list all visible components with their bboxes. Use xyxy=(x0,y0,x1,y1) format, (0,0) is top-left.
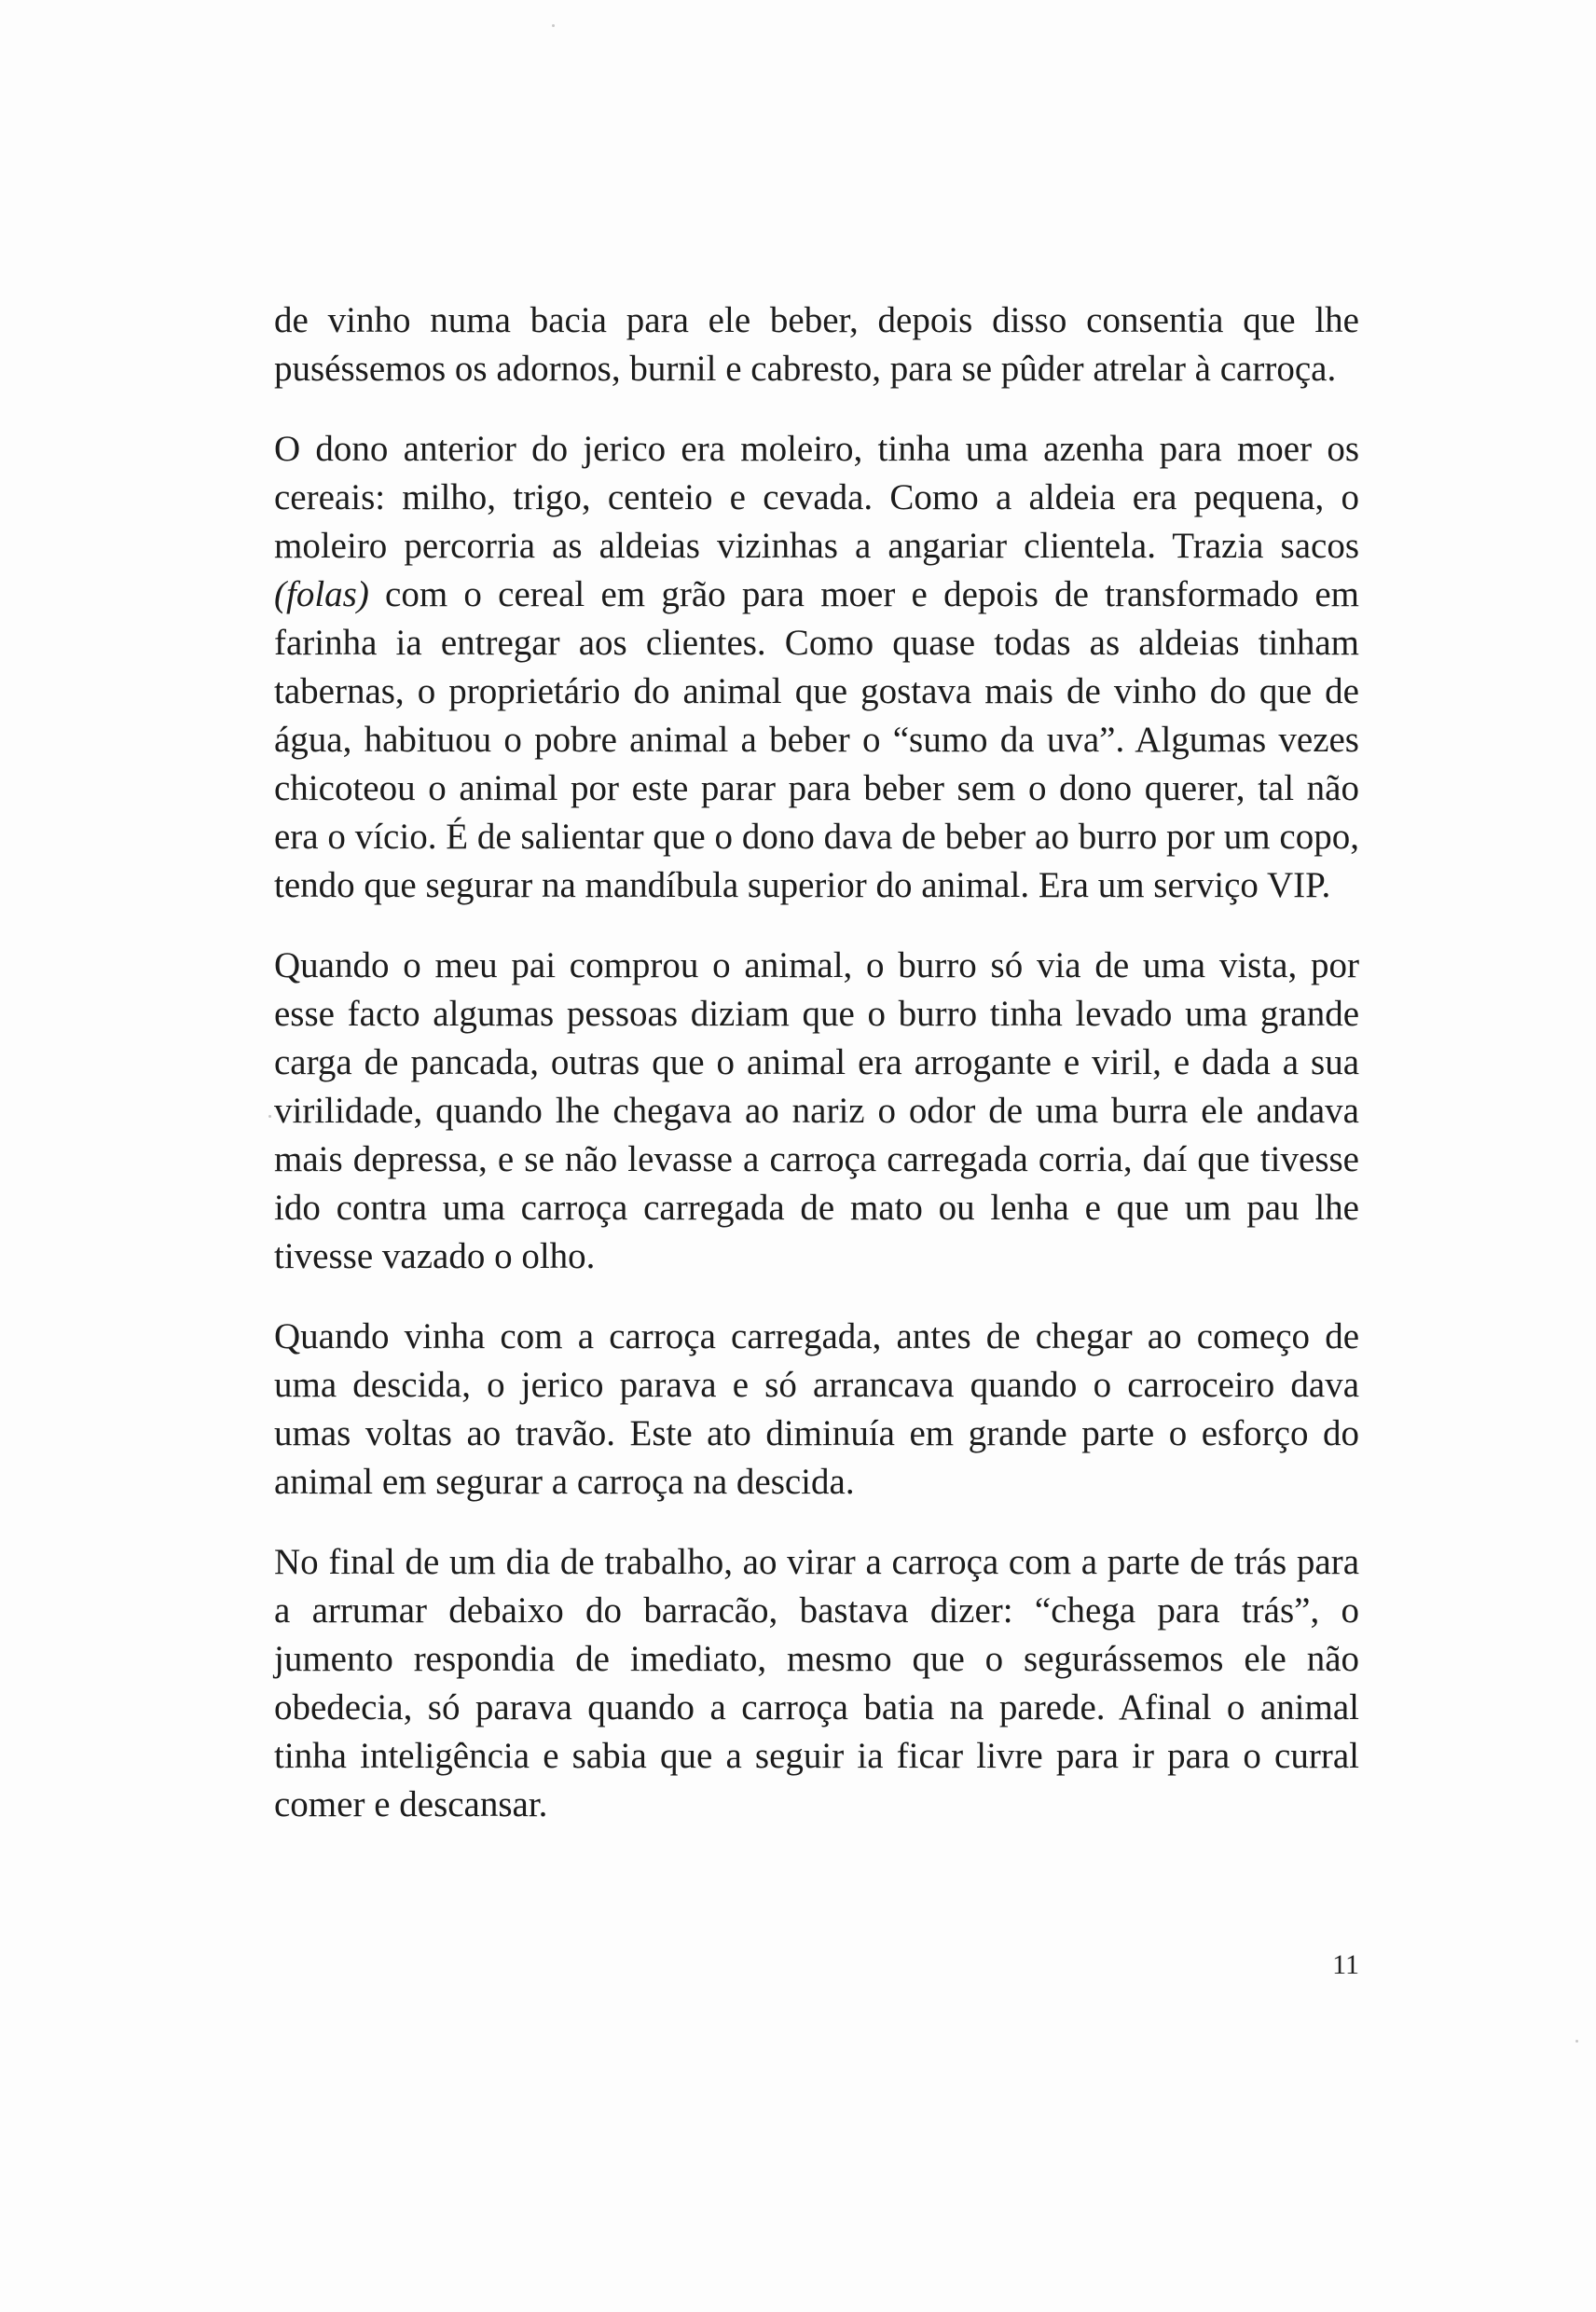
scan-speck xyxy=(1575,2040,1578,2043)
paragraph-3 xyxy=(274,942,1359,1281)
scan-speck xyxy=(268,1115,271,1118)
scan-speck xyxy=(552,24,555,27)
body-text xyxy=(274,296,1359,1861)
paragraph-3-text: Quando o meu pai comprou o animal, o burro só via de uma vista, por esse facto algumas pessoas diziam que o burro tinha levado uma grande carga de pancada, outras que o animal era arrogante e viril, e dada a sua virilidade, quando lhe chegava ao nariz o odor de uma burra ele andava mais depressa, e se não levasse a carroça carregada corria, daí que tivesse ido contra uma carroça carregada de mato ou lenha e que um pau lhe tivesse vazado o olho. xyxy=(274,945,1359,1276)
paragraph-2 xyxy=(274,425,1359,910)
page-number: 11 xyxy=(1332,1949,1359,1980)
paragraph-2-italic-term: (folas) xyxy=(274,574,369,614)
paragraph-2-text-start: O dono anterior do jerico era moleiro, tinha uma azenha para moer os cereais: milho, trigo, centeio e cevada. Como a aldeia era pequena, o moleiro percorria as aldeias vizinhas a angariar clientela. Trazia sacos xyxy=(274,429,1359,566)
paragraph-5 xyxy=(274,1538,1359,1829)
paragraph-2-text-end: com o cereal em grão para moer e depois de transformado em farinha ia entregar aos clientes. Como quase todas as aldeias tinham tabernas, o proprietário do animal que gostava mais de vinho do que de água, habituou o pobre animal a beber o “sumo da uva”. Algumas vezes chicoteou o animal por este parar para beber sem o dono querer, tal não era o vício. É de salientar que o dono dava de beber ao burro por um copo, tendo que segurar na mandíbula superior do animal. Era um serviço VIP. xyxy=(274,574,1359,905)
paragraph-1 xyxy=(274,296,1359,393)
paragraph-1-text: de vinho numa bacia para ele beber, depois disso consentia que lhe puséssemos os adornos, burnil e cabresto, para se pûder atrelar à carroça. xyxy=(274,300,1359,389)
paragraph-4-text: Quando vinha com a carroça carregada, antes de chegar ao começo de uma descida, o jerico parava e só arrancava quando o carroceiro dava umas voltas ao travão. Este ato diminuía em grande parte o esforço do animal em segurar a carroça na descida. xyxy=(274,1316,1359,1502)
paragraph-5-text: No final de um dia de trabalho, ao virar a carroça com a parte de trás para a arrumar debaixo do barracão, bastava dizer: “chega para trás”, o jumento respondia de imediato, mesmo que o segurássemos ele não obedecia, só parava quando a carroça batia na parede. Afinal o animal tinha inteligência e sabia que a seguir ia ficar livre para ir para o curral comer e descansar. xyxy=(274,1542,1359,1824)
paragraph-4 xyxy=(274,1313,1359,1507)
